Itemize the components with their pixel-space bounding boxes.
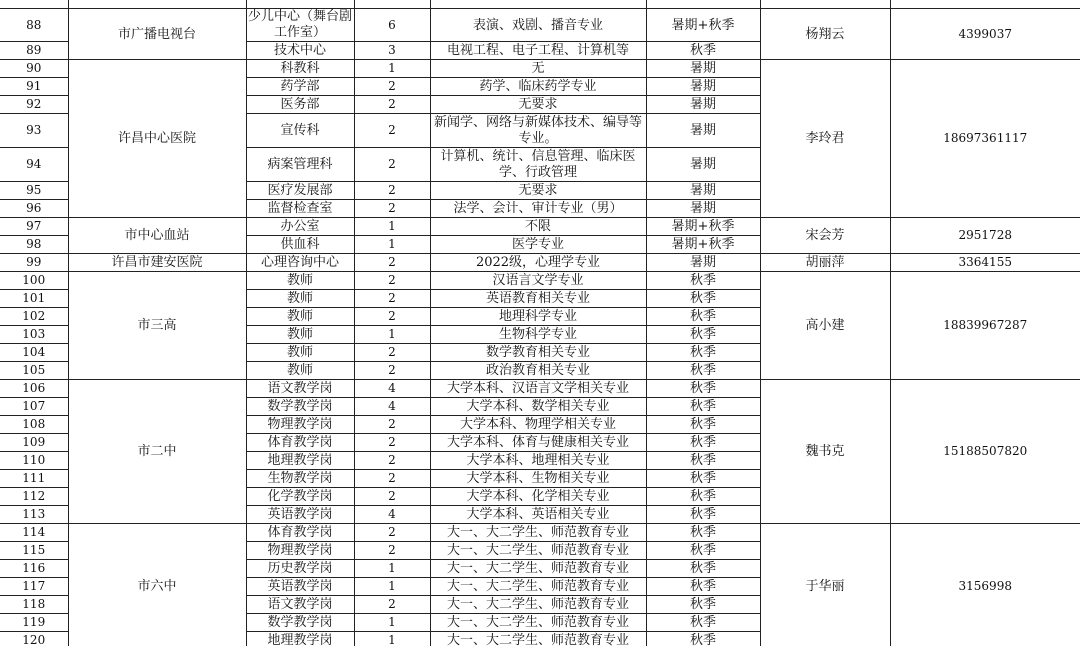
dept-cell: 化学教学岗 [246,488,354,506]
count-cell: 2 [354,114,430,148]
seq-cell: 94 [0,148,68,182]
period-cell: 暑期 [646,96,760,114]
seq-cell: 93 [0,114,68,148]
count-cell: 4 [354,506,430,524]
count-cell: 2 [354,362,430,380]
seq-cell: 108 [0,416,68,434]
dept-cell: 数学教学岗 [246,398,354,416]
unit-cell: 市六中 [68,524,246,646]
period-cell: 秋季 [646,416,760,434]
dept-cell: 教师 [246,308,354,326]
table-row [0,9,1080,42]
seq-cell [0,0,68,9]
seq-cell: 118 [0,596,68,614]
period-cell: 秋季 [646,578,760,596]
period-cell: 暑期+秋季 [646,9,760,42]
period-cell: 秋季 [646,42,760,60]
period-cell: 秋季 [646,524,760,542]
requirement-cell: 汉语言文学专业 [430,272,646,290]
dept-cell: 医疗发展部 [246,182,354,200]
requirement-cell: 表演、戏剧、播音专业 [430,9,646,42]
period-cell: 秋季 [646,434,760,452]
dept-cell: 地理教学岗 [246,632,354,646]
dept-cell: 病案管理科 [246,148,354,182]
requirement-cell: 大一、大二学生、师范教育专业 [430,596,646,614]
table-row [0,272,1080,290]
count-cell: 2 [354,416,430,434]
seq-cell: 110 [0,452,68,470]
contact-cell: 高小建 [760,272,890,380]
seq-cell: 109 [0,434,68,452]
seq-cell: 102 [0,308,68,326]
requirement-cell: 英语教育相关专业 [430,290,646,308]
period-cell: 秋季 [646,632,760,646]
requirement-cell: 法学、会计、审计专业（男） [430,200,646,218]
phone-cell: 3364155 [890,254,1080,272]
dept-cell: 教师 [246,272,354,290]
count-cell: 2 [354,524,430,542]
dept-cell: 语文教学岗 [246,380,354,398]
dept-cell: 教师 [246,290,354,308]
dept-cell: 科教科 [246,60,354,78]
requirement-cell: 电视工程、电子工程、计算机等 [430,42,646,60]
period-cell: 秋季 [646,344,760,362]
requirement-cell: 大学本科、数学相关专业 [430,398,646,416]
period-cell: 秋季 [646,506,760,524]
seq-cell: 103 [0,326,68,344]
period-cell: 暑期 [646,200,760,218]
count-cell: 2 [354,200,430,218]
dept-cell: 教师 [246,326,354,344]
dept-cell: 医务部 [246,96,354,114]
requirement-cell: 药学、临床药学专业 [430,78,646,96]
count-cell: 3 [354,42,430,60]
dept-cell: 宣传科 [246,114,354,148]
count-cell: 2 [354,182,430,200]
seq-cell: 105 [0,362,68,380]
dept-cell: 生物教学岗 [246,470,354,488]
seq-cell: 113 [0,506,68,524]
requirement-cell: 无 [430,60,646,78]
phone-cell [890,0,1080,9]
period-cell: 秋季 [646,452,760,470]
seq-cell: 90 [0,60,68,78]
table-row [0,380,1080,398]
period-cell: 秋季 [646,398,760,416]
contact-cell: 李玲君 [760,60,890,218]
period-cell: 暑期+秋季 [646,218,760,236]
requirement-cell: 大学本科、地理相关专业 [430,452,646,470]
period-cell: 暑期 [646,148,760,182]
dept-cell: 语文教学岗 [246,596,354,614]
period-cell: 暑期+秋季 [646,236,760,254]
requirement-cell: 大学本科、化学相关专业 [430,488,646,506]
count-cell: 2 [354,290,430,308]
unit-cell: 市广播电视台 [68,9,246,60]
seq-cell: 115 [0,542,68,560]
dept-cell: 地理教学岗 [246,452,354,470]
requirement-cell: 大学本科、体育与健康相关专业 [430,434,646,452]
seq-cell: 111 [0,470,68,488]
seq-cell: 117 [0,578,68,596]
count-cell: 2 [354,96,430,114]
table-row [0,254,1080,272]
period-cell: 暑期 [646,182,760,200]
unit-cell: 市二中 [68,380,246,524]
unit-cell: 许昌市建安医院 [68,254,246,272]
dept-cell: 英语教学岗 [246,578,354,596]
seq-cell: 116 [0,560,68,578]
requirement-cell: 新闻学、网络与新媒体技术、编导等专业。 [430,114,646,148]
contact-cell: 于华丽 [760,524,890,646]
seq-cell: 120 [0,632,68,646]
dept-cell: 体育教学岗 [246,524,354,542]
unit-cell: 市三高 [68,272,246,380]
dept-cell: 物理教学岗 [246,542,354,560]
seq-cell: 88 [0,9,68,42]
count-cell: 2 [354,452,430,470]
count-cell: 1 [354,60,430,78]
requirement-cell: 大学本科、汉语言文学相关专业 [430,380,646,398]
seq-cell: 100 [0,272,68,290]
count-cell: 2 [354,308,430,326]
dept-cell: 办公室 [246,218,354,236]
period-cell: 秋季 [646,470,760,488]
seq-cell: 101 [0,290,68,308]
seq-cell: 92 [0,96,68,114]
count-cell [354,0,430,9]
count-cell: 2 [354,272,430,290]
period-cell: 秋季 [646,308,760,326]
period-cell: 秋季 [646,380,760,398]
seq-cell: 98 [0,236,68,254]
phone-cell: 15188507820 [890,380,1080,524]
period-cell: 秋季 [646,596,760,614]
count-cell: 1 [354,632,430,646]
requirement-cell: 政治教育相关专业 [430,362,646,380]
seq-cell: 96 [0,200,68,218]
dept-cell [246,0,354,9]
count-cell: 4 [354,380,430,398]
phone-cell: 4399037 [890,9,1080,60]
period-cell: 秋季 [646,614,760,632]
table-row [0,524,1080,542]
count-cell: 2 [354,254,430,272]
seq-cell: 106 [0,380,68,398]
requirement-cell: 无要求 [430,182,646,200]
period-cell: 秋季 [646,560,760,578]
requirement-cell: 医学专业 [430,236,646,254]
dept-cell: 少儿中心（舞台剧工作室） [247,9,352,40]
requirement-cell: 不限 [430,218,646,236]
count-cell: 1 [354,218,430,236]
seq-cell: 107 [0,398,68,416]
count-cell: 4 [354,398,430,416]
phone-cell: 18697361117 [890,60,1080,218]
requirement-cell: 大一、大二学生、师范教育专业 [430,632,646,646]
dept-cell: 教师 [246,344,354,362]
requirement-cell: 大一、大二学生、师范教育专业 [430,560,646,578]
count-cell: 1 [354,236,430,254]
dept-cell: 供血科 [246,236,354,254]
requirement-cell: 计算机、统计、信息管理、临床医学、行政管理 [430,148,646,182]
dept-cell: 监督检查室 [246,200,354,218]
seq-cell: 91 [0,78,68,96]
requirement-cell: 大一、大二学生、师范教育专业 [430,578,646,596]
period-cell: 秋季 [646,542,760,560]
period-cell: 秋季 [646,290,760,308]
requirement-cell: 大学本科、英语相关专业 [430,506,646,524]
seq-cell: 112 [0,488,68,506]
seq-cell: 104 [0,344,68,362]
period-cell: 暑期 [646,254,760,272]
contact-cell: 胡丽萍 [760,254,890,272]
requirement-cell: 大一、大二学生、师范教育专业 [430,614,646,632]
count-cell: 6 [354,9,430,42]
table-row [0,60,1080,78]
period-cell: 暑期 [646,60,760,78]
requirement-cell: 大一、大二学生、师范教育专业 [430,524,646,542]
count-cell: 2 [354,470,430,488]
period-cell: 秋季 [646,362,760,380]
table-row [0,218,1080,236]
requirement-cell: 大学本科、物理学相关专业 [430,416,646,434]
phone-cell: 2951728 [890,218,1080,254]
phone-cell: 3156998 [890,524,1080,646]
seq-cell: 89 [0,42,68,60]
unit-cell: 市中心血站 [68,218,246,254]
unit-cell [68,0,246,9]
period-cell [646,0,760,9]
contact-cell: 宋会芳 [760,218,890,254]
dept-cell: 历史教学岗 [246,560,354,578]
phone-cell: 18839967287 [890,272,1080,380]
requirement-cell: 生物科学专业 [430,326,646,344]
dept-cell: 药学部 [246,78,354,96]
count-cell: 2 [354,148,430,182]
table-row [0,0,1080,9]
count-cell: 2 [354,78,430,96]
dept-cell: 体育教学岗 [246,434,354,452]
requirement-cell: 无要求 [430,96,646,114]
count-cell: 1 [354,560,430,578]
contact-cell: 杨翔云 [760,9,890,60]
period-cell: 秋季 [646,272,760,290]
requirement-cell: 数学教育相关专业 [430,344,646,362]
seq-cell: 99 [0,254,68,272]
requirement-cell [430,0,646,9]
dept-cell: 技术中心 [246,42,354,60]
count-cell: 2 [354,542,430,560]
seq-cell: 97 [0,218,68,236]
seq-cell: 114 [0,524,68,542]
seq-cell: 119 [0,614,68,632]
period-cell: 暑期 [646,78,760,96]
count-cell: 2 [354,488,430,506]
period-cell: 秋季 [646,488,760,506]
count-cell: 1 [354,614,430,632]
count-cell: 2 [354,596,430,614]
count-cell: 1 [354,326,430,344]
dept-cell: 英语教学岗 [246,506,354,524]
dept-cell: 心理咨询中心 [246,254,354,272]
dept-cell: 数学教学岗 [246,614,354,632]
unit-cell: 许昌中心医院 [68,60,246,218]
contact-cell: 魏书克 [760,380,890,524]
count-cell: 2 [354,344,430,362]
requirement-cell: 大学本科、生物相关专业 [430,470,646,488]
period-cell: 暑期 [646,114,760,148]
count-cell: 1 [354,578,430,596]
contact-cell [760,0,890,9]
requirement-cell: 地理科学专业 [430,308,646,326]
dept-cell: 物理教学岗 [246,416,354,434]
dept-cell: 教师 [246,362,354,380]
requirement-cell: 大一、大二学生、师范教育专业 [430,542,646,560]
period-cell: 秋季 [646,326,760,344]
seq-cell: 95 [0,182,68,200]
requirement-cell: 2022级，心理学专业 [430,254,646,272]
count-cell: 2 [354,434,430,452]
